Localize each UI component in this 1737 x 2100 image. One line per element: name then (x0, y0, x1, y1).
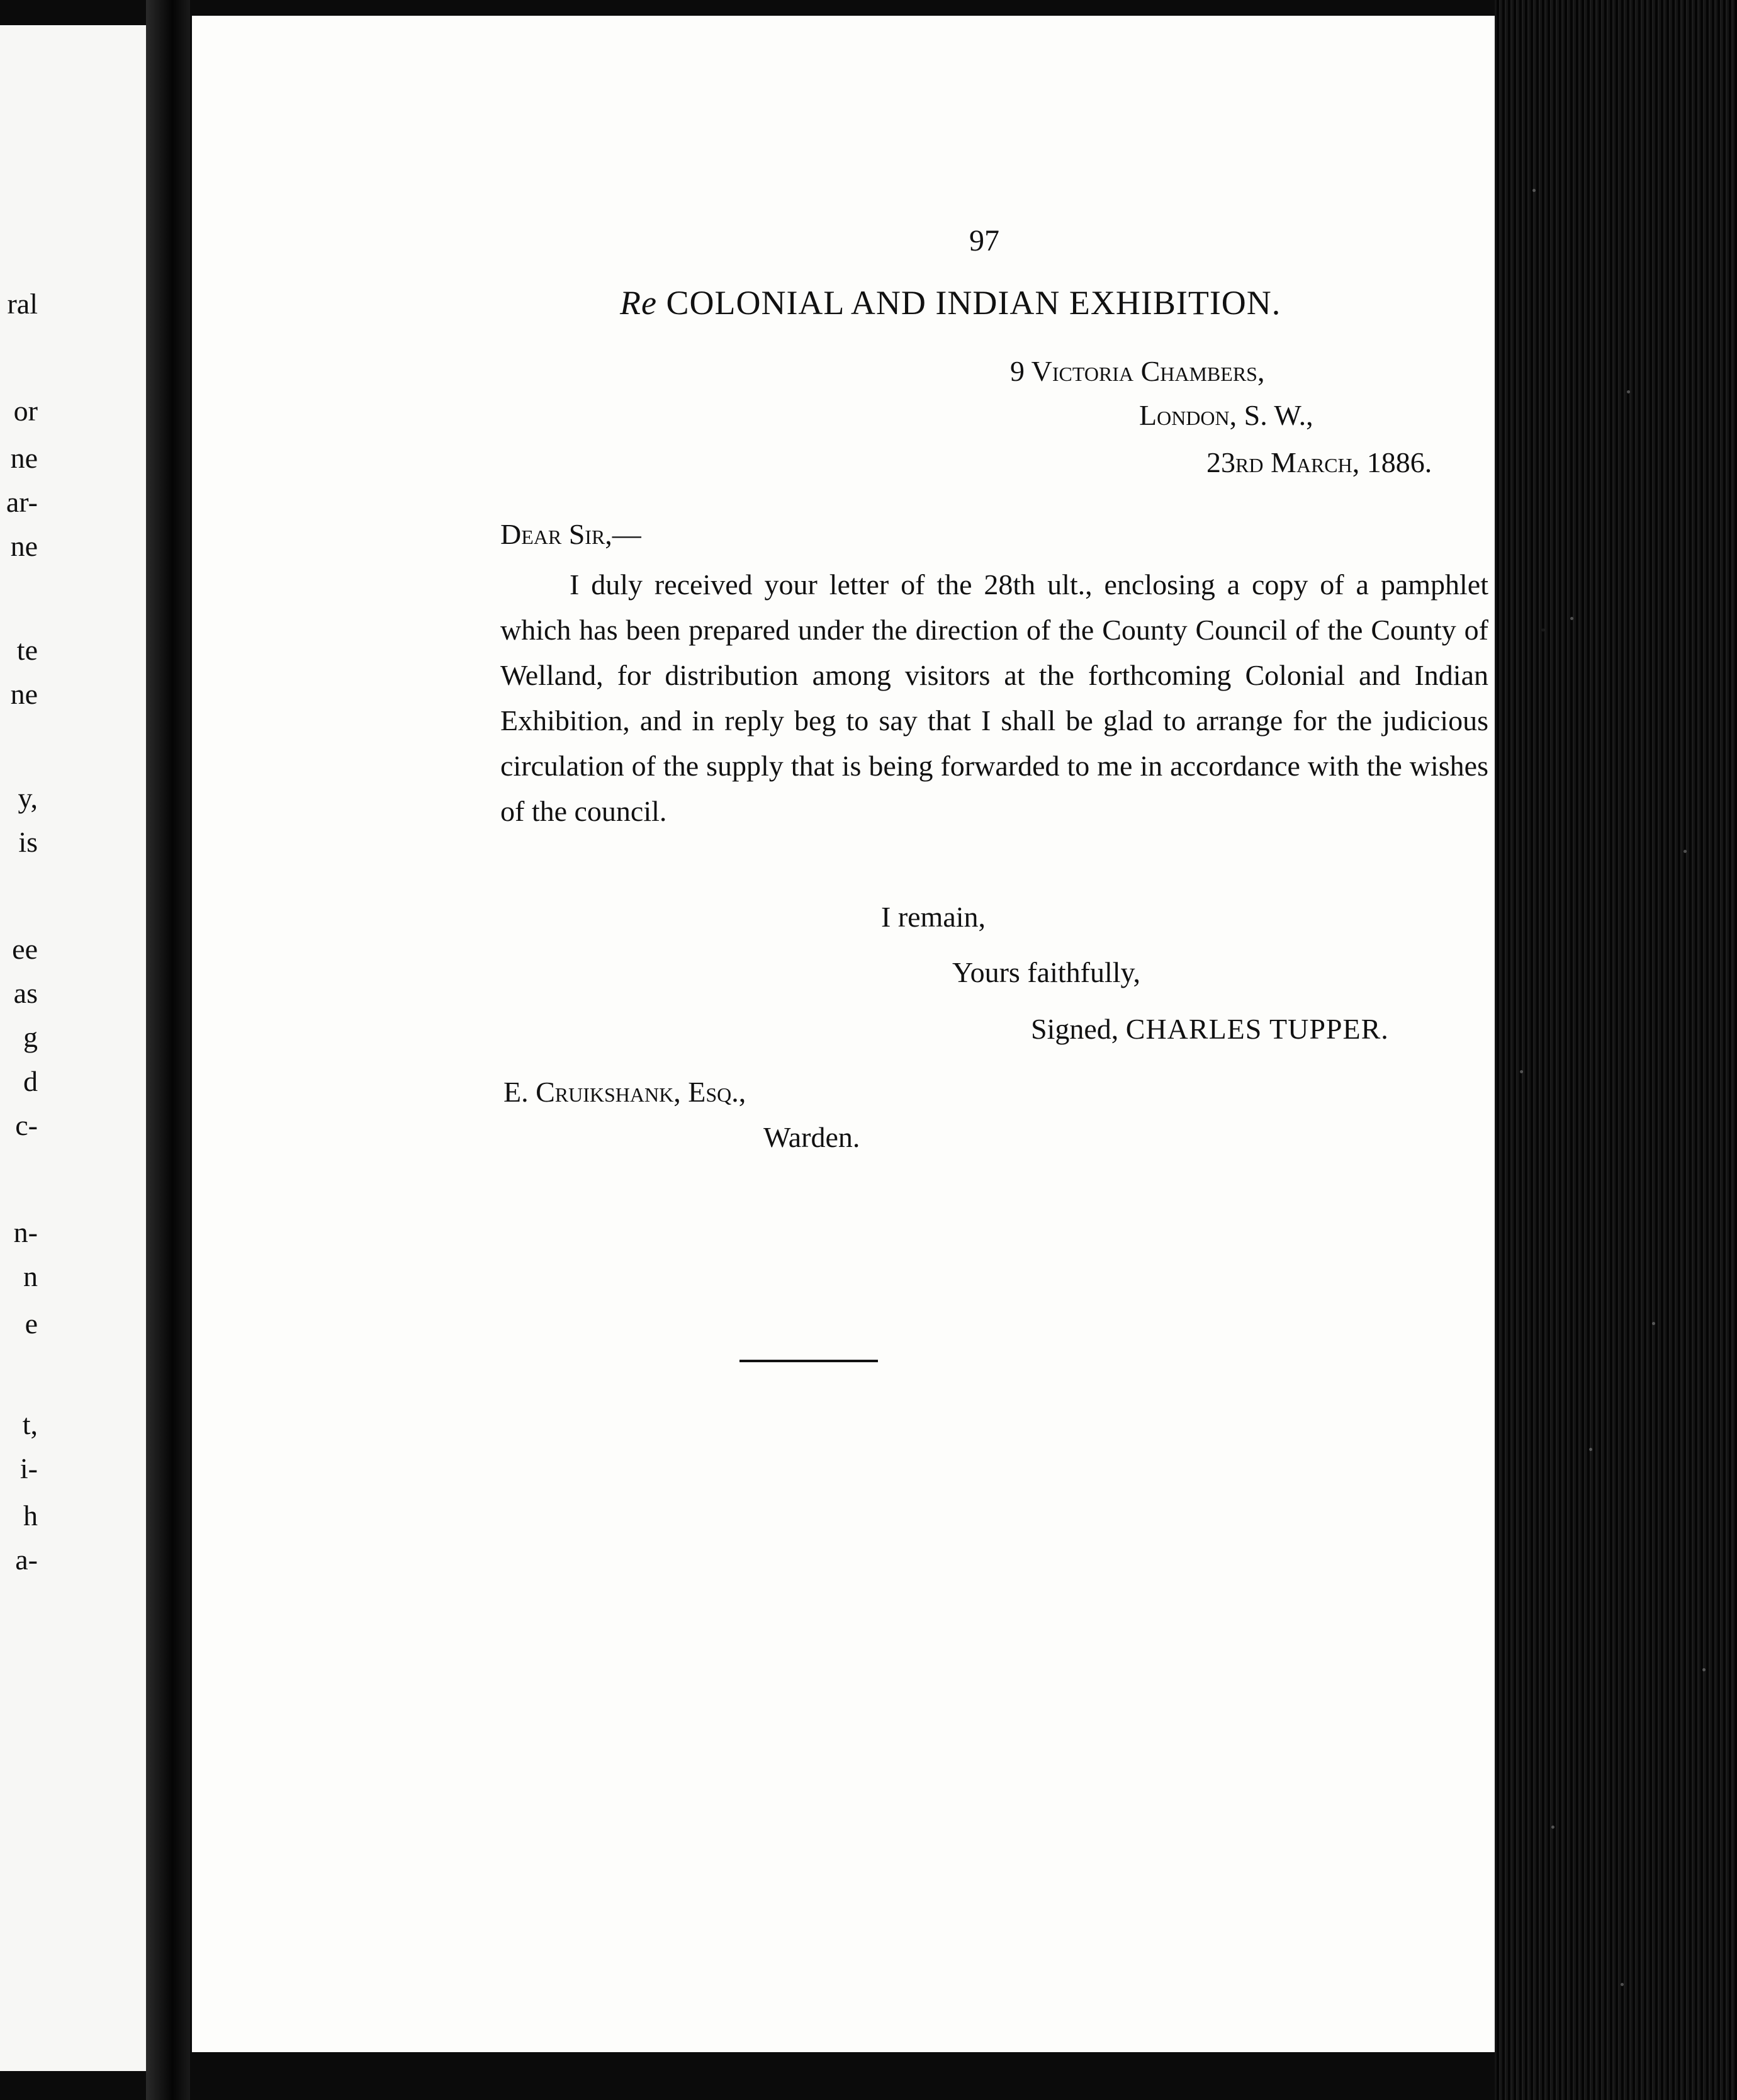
previous-page-text-fragment: i- (20, 1452, 38, 1484)
signed-label: Signed, (1031, 1013, 1119, 1045)
page-number: 97 (969, 224, 999, 257)
addressee-title: Warden. (763, 1121, 860, 1153)
previous-page-text-fragment: ne (10, 530, 38, 562)
previous-page-text-fragment: is (18, 826, 38, 858)
signature-line (1031, 1012, 1389, 1046)
letter-date: 23rd March, 1886. (1206, 446, 1432, 478)
previous-page-text-fragment: n (23, 1260, 38, 1292)
previous-page-text-fragment: or (13, 395, 38, 427)
previous-page-text-fragment: ee (12, 933, 38, 965)
previous-page-text-fragment: n- (13, 1216, 38, 1248)
previous-page-text-fragment: ne (10, 442, 38, 474)
previous-page-text-fragment: e (25, 1307, 38, 1340)
letter-body: I duly received your letter of the 28th ult., enclosing a copy of a pamphlet which has been prepared under the direction of the County Council of the County of Welland, for distribution among visitors at the forthcoming Colonial and Indian Exhibition, and in reply beg to say that I shall be glad to arrange for the judicious circulation of the supply that is being forwarded to me in accordance with the wishes of the council. (500, 568, 1488, 827)
signer-name: CHARLES TUPPER. (1125, 1013, 1389, 1045)
document-page (192, 16, 1495, 2052)
previous-page-text-fragment: as (13, 977, 38, 1009)
book-gutter (146, 0, 190, 2100)
salutation: Dear Sir,— (500, 518, 641, 550)
sender-address-line: London, S. W., (1139, 399, 1313, 431)
heading-title: COLONIAL AND INDIAN EXHIBITION. (666, 284, 1281, 322)
sender-address-line: 9 Victoria Chambers, (1010, 355, 1265, 387)
previous-page-edge (0, 25, 146, 2071)
previous-page-text-fragment: a- (15, 1544, 38, 1576)
addressee-name: E. Cruikshank, Esq., (503, 1076, 746, 1108)
previous-page-text-fragment: c- (15, 1109, 38, 1141)
previous-page-text-fragment: g (23, 1021, 38, 1053)
previous-page-text-fragment: h (23, 1499, 38, 1532)
previous-page-text-fragment: d (23, 1065, 38, 1097)
closing-line: I remain, (881, 901, 986, 933)
previous-page-text-fragment: y, (18, 782, 38, 814)
previous-page-text-fragment: ral (7, 288, 38, 320)
letter-heading (620, 283, 1281, 322)
book-edge (1495, 0, 1737, 2100)
previous-page-text-fragment: te (16, 634, 38, 666)
previous-page-text-fragment: t, (22, 1408, 38, 1440)
previous-page-text-fragment: ne (10, 678, 38, 710)
heading-prefix: Re (620, 284, 657, 322)
previous-page-text-fragment: ar- (6, 486, 38, 518)
section-divider (739, 1360, 878, 1362)
closing-line: Yours faithfully, (952, 956, 1141, 988)
